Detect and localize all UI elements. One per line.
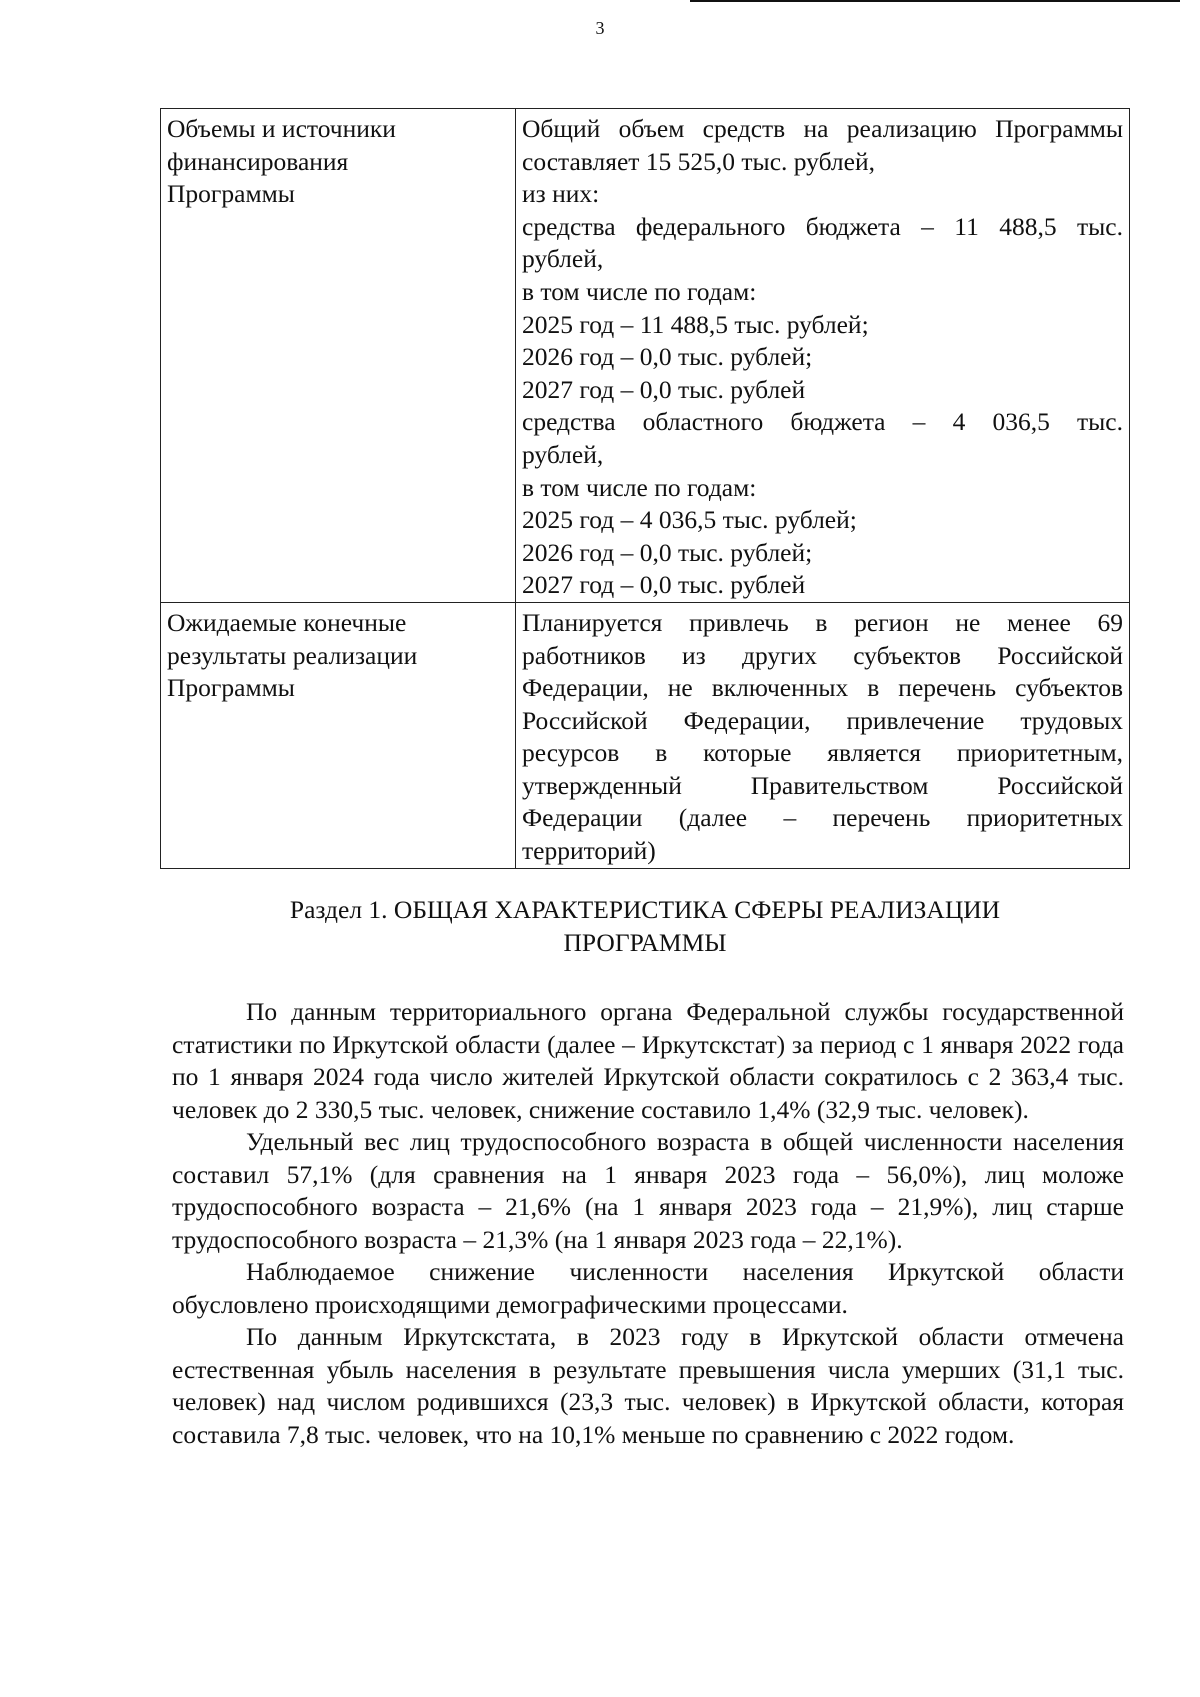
row-label-line: Объемы и источники — [167, 114, 396, 143]
paragraph-decline-cause: Наблюдаемое снижение численности населения Иркутской области обусловлено происходящими демографическими процессами. — [172, 1257, 1124, 1319]
row-label-cell — [161, 602, 516, 868]
row-value-line: территорий) — [522, 836, 656, 866]
row-value-line: 2026 год – 0,0 тыс. рублей; — [522, 537, 813, 567]
row-value-line: рублей, — [522, 439, 604, 469]
row-value-cell — [516, 602, 1130, 868]
row-label-line: Программы — [167, 673, 295, 703]
row-value-line: Планируется привлечь в регион не менее 69 — [522, 607, 1123, 637]
section-heading — [160, 893, 1130, 959]
row-label-line: результаты реализации — [167, 640, 418, 670]
top-rule — [690, 0, 1180, 2]
row-value-line: средства федерального бюджета – 11 488,5 тыс. — [522, 211, 1123, 241]
row-label-line: финансирования — [167, 146, 349, 176]
row-value-line: в том числе по годам: — [522, 472, 757, 502]
section-title-line-1: Раздел 1. ОБЩАЯ ХАРАКТЕРИСТИКА СФЕРЫ РЕАЛИЗАЦИИ — [289, 895, 1001, 924]
table-row — [161, 602, 1130, 868]
row-value-line: из них: — [522, 179, 600, 209]
row-value-line: 2026 год – 0,0 тыс. рублей; — [522, 342, 813, 372]
row-value-line: в том числе по годам: — [522, 276, 757, 306]
row-value-line: рублей, — [522, 244, 604, 274]
section-body — [172, 996, 1124, 1451]
row-value-line: ресурсов в которые является приоритетным, — [522, 738, 1123, 768]
row-value-line: 2027 год – 0,0 тыс. рублей — [522, 570, 806, 600]
paragraph-population: По данным территориального органа Федеральной службы государственной статистики по Иркутской области (далее – Иркутскстат) за период с 1 января 2022 года по 1 января 2024 года число жителей Иркутской области сократилось с 2 363,4 тыс. человек до 2 330,5 тыс. человек, снижение составило 1,4% (32,9 тыс. человек). — [172, 997, 1124, 1124]
paragraph-working-age: Удельный вес лиц трудоспособного возраста в общей численности населения составил 57,1% (для сравнения на 1 января 2023 года – 56,0%), лиц моложе трудоспособного возраста – 21,6% (на 1 января 2023 года – 21,9%), лиц старше трудоспособного возраста – 21,3% (на 1 января 2023 года – 22,1%). — [172, 1127, 1124, 1254]
row-value-line: Общий объем средств на реализацию Программы — [522, 114, 1123, 143]
row-value-line: Российской Федерации, привлечение трудовых — [522, 705, 1123, 735]
row-value-line: 2027 год – 0,0 тыс. рублей — [522, 374, 806, 404]
table-body — [161, 109, 1130, 869]
page-number: 3 — [595, 18, 605, 38]
row-value-line: Федерации, не включенных в перечень субъектов — [522, 673, 1123, 703]
row-label-cell — [161, 109, 516, 603]
program-passport-table — [160, 108, 1130, 869]
paragraph-natural-decrease: По данным Иркутскстата, в 2023 году в Иркутской области отмечена естественная убыль населения в результате превышения числа умерших (31,1 тыс. человек) над числом родившихся (23,3 тыс. человек) в Иркутской области, которая составила 7,8 тыс. человек, что на 10,1% меньше по сравнению с 2022 годом. — [172, 1322, 1124, 1449]
row-value-line: составляет 15 525,0 тыс. рублей, — [522, 146, 875, 176]
row-value-line: средства областного бюджета – 4 036,5 тыс. — [522, 407, 1123, 437]
table-row — [161, 109, 1130, 603]
row-value-cell — [516, 109, 1130, 603]
row-value-line: 2025 год – 4 036,5 тыс. рублей; — [522, 505, 857, 535]
row-value-line: утвержденный Правительством Российской — [522, 770, 1123, 800]
section-title-line-2: ПРОГРАММЫ — [563, 928, 727, 957]
row-value-line: 2025 год – 11 488,5 тыс. рублей; — [522, 309, 869, 339]
row-label-line: Программы — [167, 179, 295, 209]
row-label-line: Ожидаемые конечные — [167, 607, 407, 637]
row-value-line: Федерации (далее – перечень приоритетных — [522, 803, 1123, 833]
row-value-line: работников из других субъектов Российской — [522, 640, 1123, 670]
